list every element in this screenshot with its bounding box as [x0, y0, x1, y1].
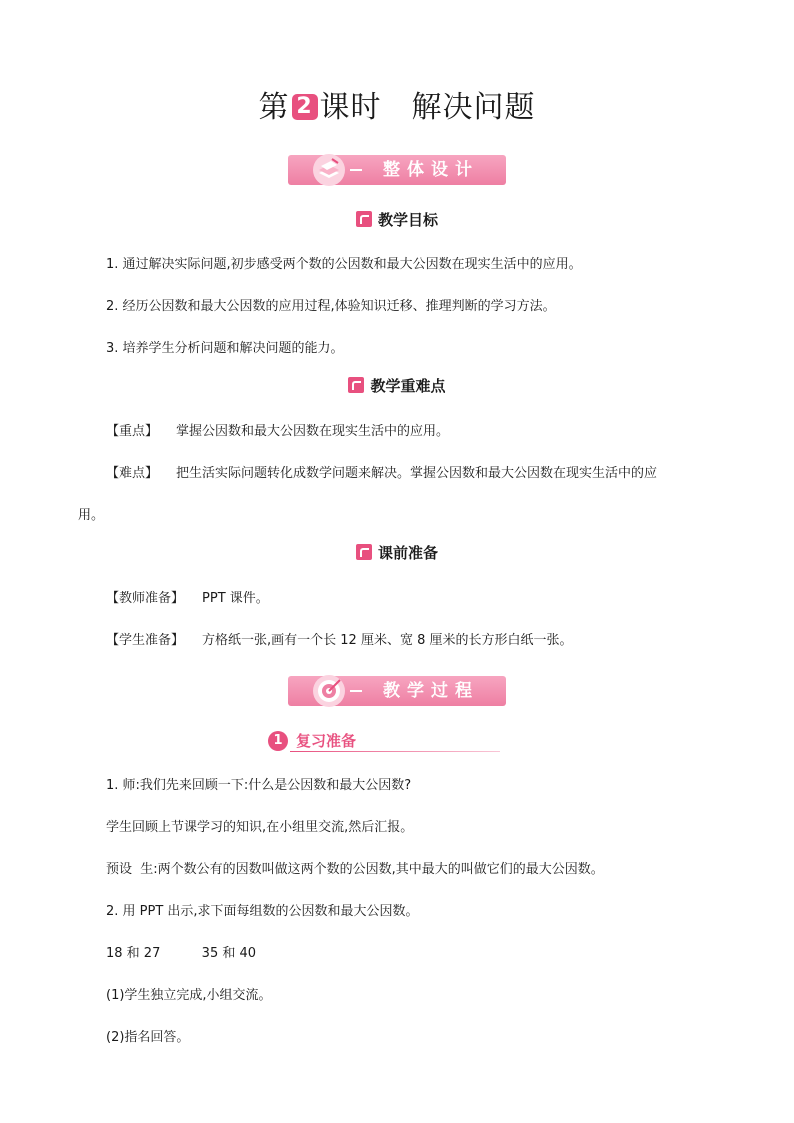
section-review: [268, 730, 500, 752]
review-para-7: (2)指名回答。: [106, 1030, 190, 1045]
teacher-label: 【教师准备】: [106, 591, 185, 606]
goal-item-1: 1. 通过解决实际问题,初步感受两个数的公因数和最大公因数在现实生活中的应用。: [106, 257, 582, 272]
overall-design-banner: [288, 155, 506, 185]
key-point: [106, 422, 449, 442]
review-para-2: 学生回顾上节课学习的知识,在小组里交流,然后汇报。: [106, 820, 414, 835]
banner-label: 教学过程: [383, 681, 479, 701]
review-para-6: (1)学生独立完成,小组交流。: [106, 988, 272, 1003]
key-label: 【重点】: [106, 424, 159, 439]
student-text: 方格纸一张,画有一个长 12 厘米、宽 8 厘米的长方形白纸一张。: [202, 633, 573, 648]
goal-item-3: 3. 培养学生分析问题和解决问题的能力。: [106, 341, 344, 356]
goals-heading: 教学目标: [0, 210, 794, 230]
lesson-number-badge: 2: [292, 94, 318, 120]
target-icon: [312, 674, 346, 708]
title-topic: 解决问题: [411, 90, 536, 125]
teacher-prep: [106, 589, 269, 609]
review-para-5: 18 和 27 35 和 40: [106, 946, 257, 961]
banner-label: 整体设计: [383, 160, 479, 180]
section-number: 1: [268, 731, 288, 751]
goal-item-2: 2. 经历公因数和最大公因数的应用过程,体验知识迁移、推理判断的学习方法。: [106, 299, 556, 314]
student-label: 【学生准备】: [106, 633, 185, 648]
student-prep: [106, 631, 573, 651]
title-prefix: 第: [258, 90, 290, 125]
flag-icon: [348, 377, 364, 393]
diff-text: 把生活实际问题转化成数学问题来解决。掌握公因数和最大公因数在现实生活中的应: [176, 466, 658, 481]
diff-label: 【难点】: [106, 466, 159, 481]
section-title: 复习准备: [296, 732, 357, 750]
teacher-text: PPT 课件。: [202, 591, 269, 606]
difficult-point-continued: 用。: [78, 508, 105, 523]
review-para-4: 2. 用 PPT 出示,求下面每组数的公因数和最大公因数。: [106, 904, 419, 919]
prep-heading: 课前准备: [0, 543, 794, 563]
review-para-1: 1. 师:我们先来回顾一下:什么是公因数和最大公因数?: [106, 778, 412, 793]
book-stack-icon: [312, 153, 346, 187]
title-suffix: 课时: [319, 90, 382, 125]
flag-icon: [356, 211, 372, 227]
key-text: 掌握公因数和最大公因数在现实生活中的应用。: [176, 424, 450, 439]
review-para-3: 预设 生:两个数公有的因数叫做这两个数的公因数,其中最大的叫做它们的最大公因数。: [106, 862, 604, 877]
page-title: [0, 88, 794, 128]
difficult-point: [106, 464, 657, 484]
keypoints-heading: 教学重难点: [0, 376, 794, 396]
teaching-process-banner: [288, 676, 506, 706]
flag-icon: [356, 544, 372, 560]
